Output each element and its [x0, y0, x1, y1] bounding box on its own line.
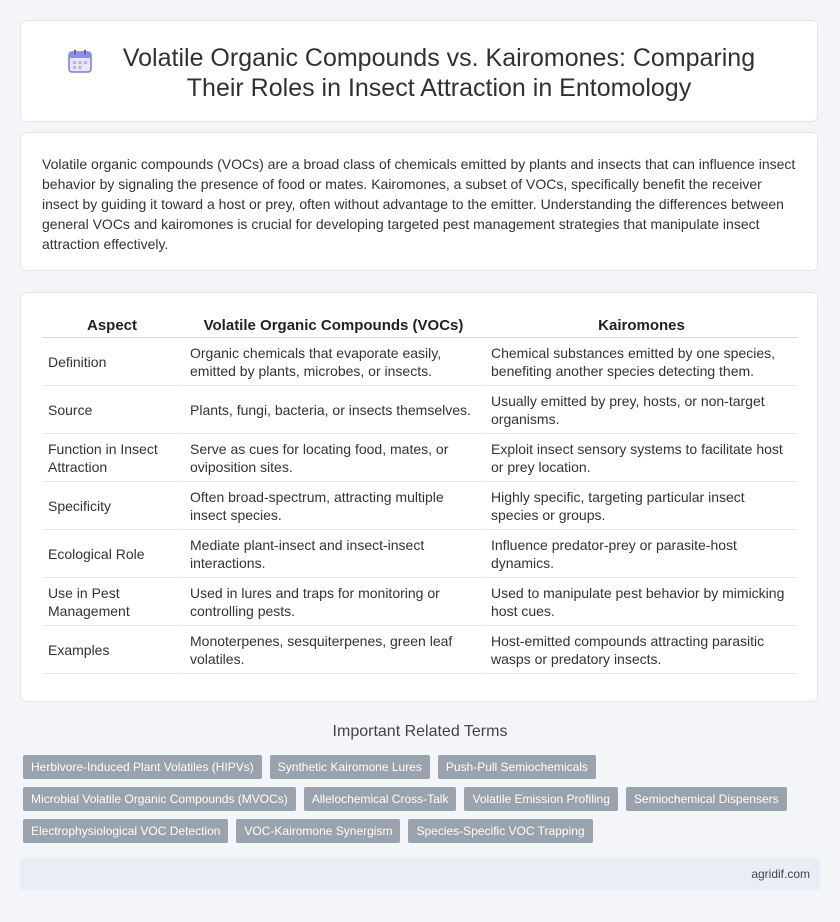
title-card — [20, 20, 818, 122]
cell-aspect: Source — [42, 386, 182, 434]
header-vocs: Volatile Organic Compounds (VOCs) — [182, 316, 483, 338]
cell-voc: Often broad-spectrum, attracting multiple insect species. — [182, 482, 483, 530]
cell-voc: Organic chemicals that evaporate easily, emitted by plants, microbes, or insects. — [182, 338, 483, 386]
related-term-tag[interactable]: Electrophysiological VOC Detection — [23, 819, 228, 843]
related-term-tag[interactable]: VOC-Kairomone Synergism — [236, 819, 400, 843]
footer — [20, 858, 820, 890]
related-term-tag[interactable]: Species-Specific VOC Trapping — [408, 819, 592, 843]
related-term-tag[interactable]: Herbivore-Induced Plant Volatiles (HIPVs) — [23, 755, 262, 779]
cell-kairomone: Exploit insect sensory systems to facilitate host or prey location. — [483, 434, 798, 482]
table-row — [42, 338, 798, 386]
cell-voc: Used in lures and traps for monitoring or controlling pests. — [182, 578, 483, 626]
cell-aspect: Definition — [42, 338, 182, 386]
related-terms-list — [23, 755, 823, 851]
table-row — [42, 482, 798, 530]
comparison-table — [42, 316, 798, 674]
cell-voc: Plants, fungi, bacteria, or insects themselves. — [182, 386, 483, 434]
cell-aspect: Use in Pest Management — [42, 578, 182, 626]
comparison-table-card — [20, 292, 818, 702]
cell-kairomone: Highly specific, targeting particular insect species or groups. — [483, 482, 798, 530]
intro-paragraph: Volatile organic compounds (VOCs) are a broad class of chemicals emitted by plants and insects that can influence insect behavior by signaling the presence of food or mates. Kairomones, a subset of VOCs, specifically benefit the receiver insect by guiding it toward a host or prey, often without advantage to the emitter. Understanding the differences between general VOCs and kairomones is crucial for developing targeted pest management strategies that manipulate insect attraction effectively. — [42, 156, 796, 252]
header-aspect: Aspect — [42, 316, 182, 338]
related-terms-heading: Important Related Terms — [332, 723, 508, 740]
table-row — [42, 386, 798, 434]
cell-aspect: Examples — [42, 626, 182, 674]
intro-card — [20, 132, 818, 271]
related-term-tag[interactable]: Allelochemical Cross-Talk — [304, 787, 457, 811]
cell-voc: Monoterpenes, sesquiterpenes, green leaf volatiles. — [182, 626, 483, 674]
related-term-tag[interactable]: Microbial Volatile Organic Compounds (MVOCs) — [23, 787, 296, 811]
related-term-tag[interactable]: Push-Pull Semiochemicals — [438, 755, 596, 779]
table-row — [42, 626, 798, 674]
cell-kairomone: Chemical substances emitted by one species, benefiting another species detecting them. — [483, 338, 798, 386]
cell-kairomone: Influence predator-prey or parasite-host dynamics. — [483, 530, 798, 578]
related-term-tag[interactable]: Synthetic Kairomone Lures — [270, 755, 430, 779]
related-term-tag[interactable]: Semiochemical Dispensers — [626, 787, 787, 811]
cell-aspect: Specificity — [42, 482, 182, 530]
related-term-tag[interactable]: Volatile Emission Profiling — [464, 787, 617, 811]
cell-voc: Serve as cues for locating food, mates, or oviposition sites. — [182, 434, 483, 482]
footer-site-link[interactable]: agridif.com — [751, 867, 810, 881]
table-header-row — [42, 316, 798, 338]
cell-aspect: Ecological Role — [42, 530, 182, 578]
cell-voc: Mediate plant-insect and insect-insect interactions. — [182, 530, 483, 578]
page-title: Volatile Organic Compounds vs. Kairomones: Comparing Their Roles in Insect Attraction in Entomology — [122, 44, 756, 102]
table-row — [42, 578, 798, 626]
cell-aspect: Function in Insect Attraction — [42, 434, 182, 482]
cell-kairomone: Usually emitted by prey, hosts, or non-target organisms. — [483, 386, 798, 434]
cell-kairomone: Host-emitted compounds attracting parasitic wasps or predatory insects. — [483, 626, 798, 674]
table-row — [42, 530, 798, 578]
header-kairomones: Kairomones — [483, 316, 798, 338]
table-row — [42, 434, 798, 482]
cell-kairomone: Used to manipulate pest behavior by mimicking host cues. — [483, 578, 798, 626]
